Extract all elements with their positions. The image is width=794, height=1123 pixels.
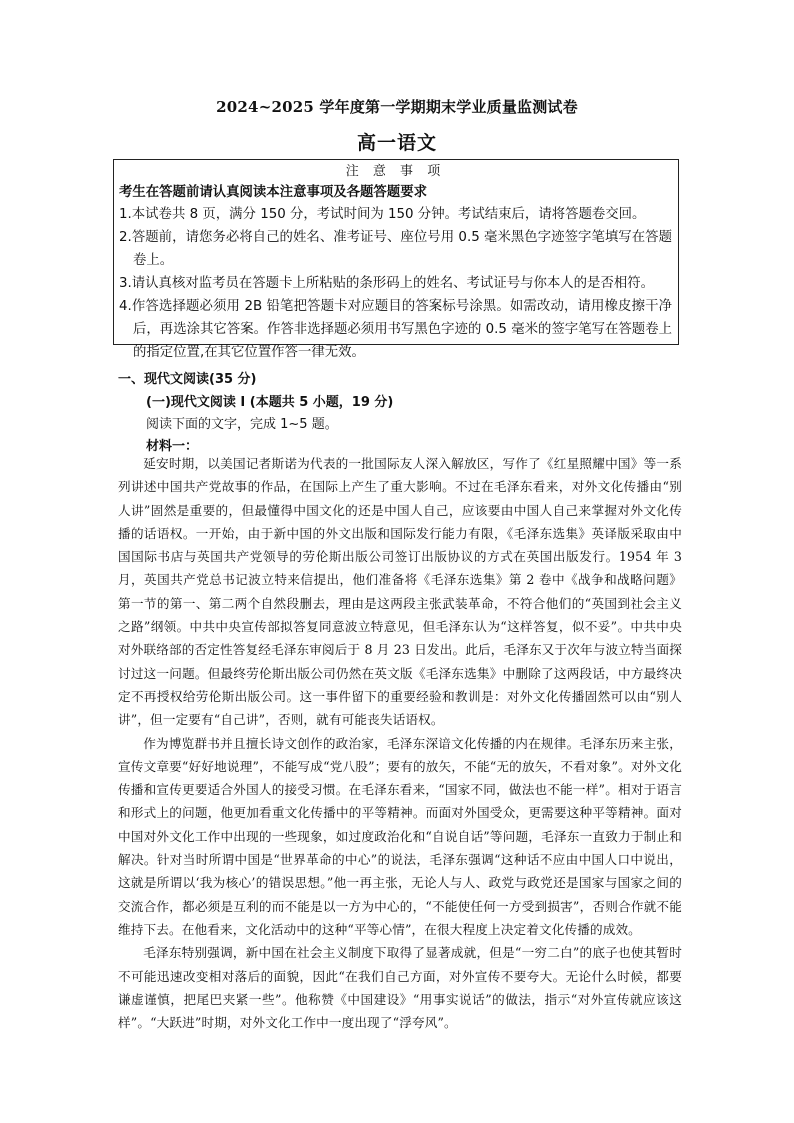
notice-item-3: 3.请认真核对监考员在答题卡上所粘贴的条形码上的姓名、考试证号与你本人的是否相符。	[119, 276, 655, 291]
exam-title: 2024~2025 学年度第一学期期末学业质量监测试卷	[216, 98, 578, 116]
article-paragraph-3: 毛泽东特别强调，新中国在社会主义制度下取得了显著成就，但是“一穷二白”的底子也使其暂时不可能迅速改变相对落后的面貌，因此“在我们自己方面，对外宣传不要夸大。无论什么时候，都要谦虚谨慎，把尾巴夹紧一些”。他称赞《中国建设》“用事实说话”的做法，指示“对外宣传就应该这样”。“大跃进”时期，对外文化工作中一度出现了“浮夸风”。	[118, 945, 682, 1031]
notice-title: 注 意 事 项	[345, 164, 446, 179]
notice-item-4: 4.作答选择题必须用 2B 铅笔把答题卡对应题目的答案标号涂黑。如需改动，请用橡皮擦干净后，再选涂其它答案。作答非选择题必须用书写黑色字迹的 0.5 毫米的签字笔写在答题卷上的指定位置,在其它位置作答一律无效。	[119, 299, 672, 360]
notice-box	[113, 159, 679, 360]
article-text	[118, 452, 682, 1034]
reading-instruction: 阅读下面的文字，完成 1~5 题。	[146, 417, 338, 432]
subject-title: 高一语文	[356, 132, 437, 154]
notice-item-1: 1.本试卷共 8 页，满分 150 分，考试时间为 150 分钟。考试结束后，请将答题卷交回。	[119, 207, 646, 222]
part-heading: (一)现代文阅读 I (本题共 5 小题，19 分)	[146, 395, 394, 410]
section-heading: 一、现代文阅读(35 分)	[118, 372, 257, 387]
notice-lead: 考生在答题前请认真阅读本注意事项及各题答题要求	[119, 185, 427, 200]
material-label: 材料一：	[146, 439, 199, 454]
notice-item-2: 2.答题前，请您务必将自己的姓名、准考证号、座位号用 0.5 毫米黑色字迹签字笔填写在答题卷上。	[119, 230, 672, 268]
article-paragraph-1: 延安时期，以美国记者斯诺为代表的一批国际友人深入解放区，写作了《红星照耀中国》等一系列讲述中国共产党故事的作品，在国际上产生了重大影响。不过在毛泽东看来，对外文化传播由“别人讲”固然是重要的，但最懂得中国文化的还是中国人自己，应该要由中国人自己来掌握对外文化传播的话语权。一开始，由于新中国的外文出版和国际发行能力有限，《毛泽东选集》英译版采取由中国国际书店与英国共产党领导的劳伦斯出版公司签订出版协议的方式在英国出版发行。1954 年 3 月，英国共产党总书记波立特来信提出，他们准备将《毛泽东选集》第 2 卷中《战争和战略问题》第一节的第一、第二两个自然段删去，理由是这两段主张武装革命，不符合他们的“英国到社会主义之路”纲领。中共中央宣传部拟答复同意波立特意见，但毛泽东认为“这样答复，似不妥”。中共中央对外联络部的否定性答复经毛泽东审阅后于 8 月 23 日发出。此后，毛泽东又于次年与波立特当面探讨过这一问题。但最终劳伦斯出版公司仍然在英文版《毛泽东选集》中删除了这两段话，中方最终决定不再授权给劳伦斯出版公司。这一事件留下的重要经验和教训是：对外文化传播固然可以由“别人讲”，但一定要有“自己讲”，否则，就有可能丧失话语权。	[118, 456, 682, 728]
article-paragraph-2: 作为博览群书并且擅长诗文创作的政治家，毛泽东深谙文化传播的内在规律。毛泽东历来主张，宣传文章要“好好地说理”，不能写成“党八股”；要有的放矢，不能“无的放矢，不看对象”。对外文化传播和宣传更要适合外国人的接受习惯。在毛泽东看来，“国家不同，做法也不能一样”。相对于语言和形式上的问题，他更加看重文化传播中的平等精神。而面对外国受众，更需要这种平等精神。面对中国对外文化工作中出现的一些现象，如过度政治化和“自说自话”等问题，毛泽东一直致力于制止和解决。针对当时所谓中国是“世界革命的中心”的说法，毛泽东强调“这种话不应由中国人口中说出，这就是所谓以‘我为核心’的错误思想。”他一再主张，无论人与人、政党与政党还是国家与国家之间的交流合作，都必须是互利的而不能是以一方为中心的，“不能使任何一方受到损害”，否则合作就不能维持下去。在他看来，文化活动中的这种“平等心情”，在很大程度上决定着文化传播的成效。	[118, 735, 682, 937]
